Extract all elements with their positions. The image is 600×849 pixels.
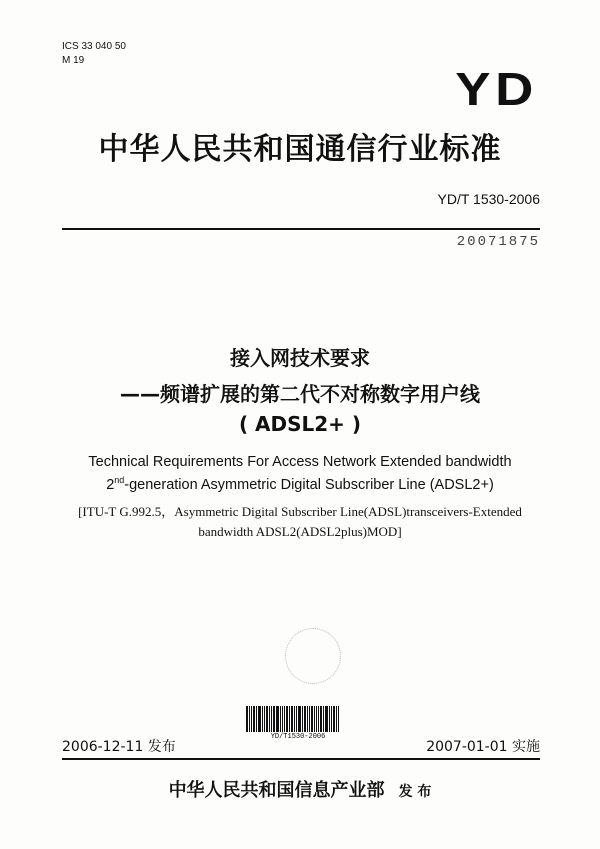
header-divider <box>62 228 540 230</box>
title-cn-line2: ——频谱扩展的第二代不对称数字用户线 <box>120 382 480 406</box>
effective-date: 2007-01-01 实施 <box>426 739 540 755</box>
barcode-bar <box>331 706 332 732</box>
barcode-bar <box>302 706 303 732</box>
barcode-bar <box>273 706 275 732</box>
ics-code: ICS 33 040 50 <box>62 41 126 52</box>
itu-reference <box>0 502 600 542</box>
title-en-line2-rest: -generation Asymmetric Digital Subscriber Line (ADSL2+) <box>124 476 494 493</box>
barcode-bar <box>284 706 285 732</box>
barcode-bar <box>323 706 324 732</box>
issuer-name: 中华人民共和国信息产业部 <box>168 780 385 801</box>
issuer-action: 发 布 <box>398 784 432 800</box>
barcode-bar <box>282 706 283 732</box>
barcode-bar <box>264 706 265 732</box>
barcode-bar <box>280 706 281 732</box>
standard-code: YD/T 1530-2006 <box>437 191 540 207</box>
classification-codes <box>62 40 126 68</box>
barcode-bar <box>320 706 322 732</box>
barcode-bar <box>304 706 306 732</box>
barcode-bar <box>258 706 261 732</box>
barcode-bar <box>309 706 310 732</box>
barcode-bar <box>289 706 290 732</box>
barcode-text: YD/T1530-2006 <box>270 733 326 741</box>
title-en-ordinal: 2 <box>106 476 115 493</box>
barcode-bar <box>266 706 268 732</box>
title-en-line2 <box>0 475 600 493</box>
barcode-bar <box>271 706 272 732</box>
barcode-bar <box>291 706 293 732</box>
barcode-bar <box>333 706 335 732</box>
title-en-ordinal-suffix: nd <box>114 475 125 485</box>
barcode-bar <box>246 706 248 732</box>
barcode-bar <box>336 706 337 732</box>
publish-date: 2006-12-11 发布 <box>62 739 176 755</box>
barcode-bar <box>286 706 288 732</box>
barcode <box>246 706 350 732</box>
barcode-bar <box>314 706 315 732</box>
barcode-bar <box>329 706 330 732</box>
barcode-bar <box>311 706 313 732</box>
title-cn-line1: 接入网技术要求 <box>230 346 370 370</box>
barcode-bar <box>325 706 328 732</box>
barcode-bar <box>262 706 263 732</box>
title-en-line1: Technical Requirements For Access Network Extended bandwidth <box>88 454 512 470</box>
barcode-bar <box>318 706 319 732</box>
title-cn-line3: ( ADSL2+ ) <box>238 412 362 436</box>
barcode-bar <box>307 706 308 732</box>
barcode-bar <box>256 706 257 732</box>
barcode-bar <box>251 706 252 732</box>
barcode-bar <box>298 706 301 732</box>
footer-divider <box>62 758 540 760</box>
barcode-bar <box>253 706 255 732</box>
ccs-code: M 19 <box>62 55 85 66</box>
barcode-bar <box>276 706 279 732</box>
stamp-number: 20071875 <box>456 234 540 250</box>
barcode-bar <box>316 706 317 732</box>
barcode-bar <box>296 706 297 732</box>
barcode-bar <box>269 706 270 732</box>
faint-seal-icon <box>285 628 341 684</box>
issuer <box>0 776 600 802</box>
standard-title: 中华人民共和国通信行业标准 <box>98 132 502 167</box>
itu-reference-line2: bandwidth ADSL2(ADSL2plus)MOD] <box>198 524 402 539</box>
barcode-bar <box>249 706 250 732</box>
yd-logo: YD <box>455 63 538 115</box>
barcode-bar <box>338 706 339 732</box>
itu-reference-line1: [ITU-T G.992.5，Asymmetric Digital Subscriber Line(ADSL)transceivers-Extended <box>78 504 522 519</box>
barcode-bar <box>294 706 295 732</box>
